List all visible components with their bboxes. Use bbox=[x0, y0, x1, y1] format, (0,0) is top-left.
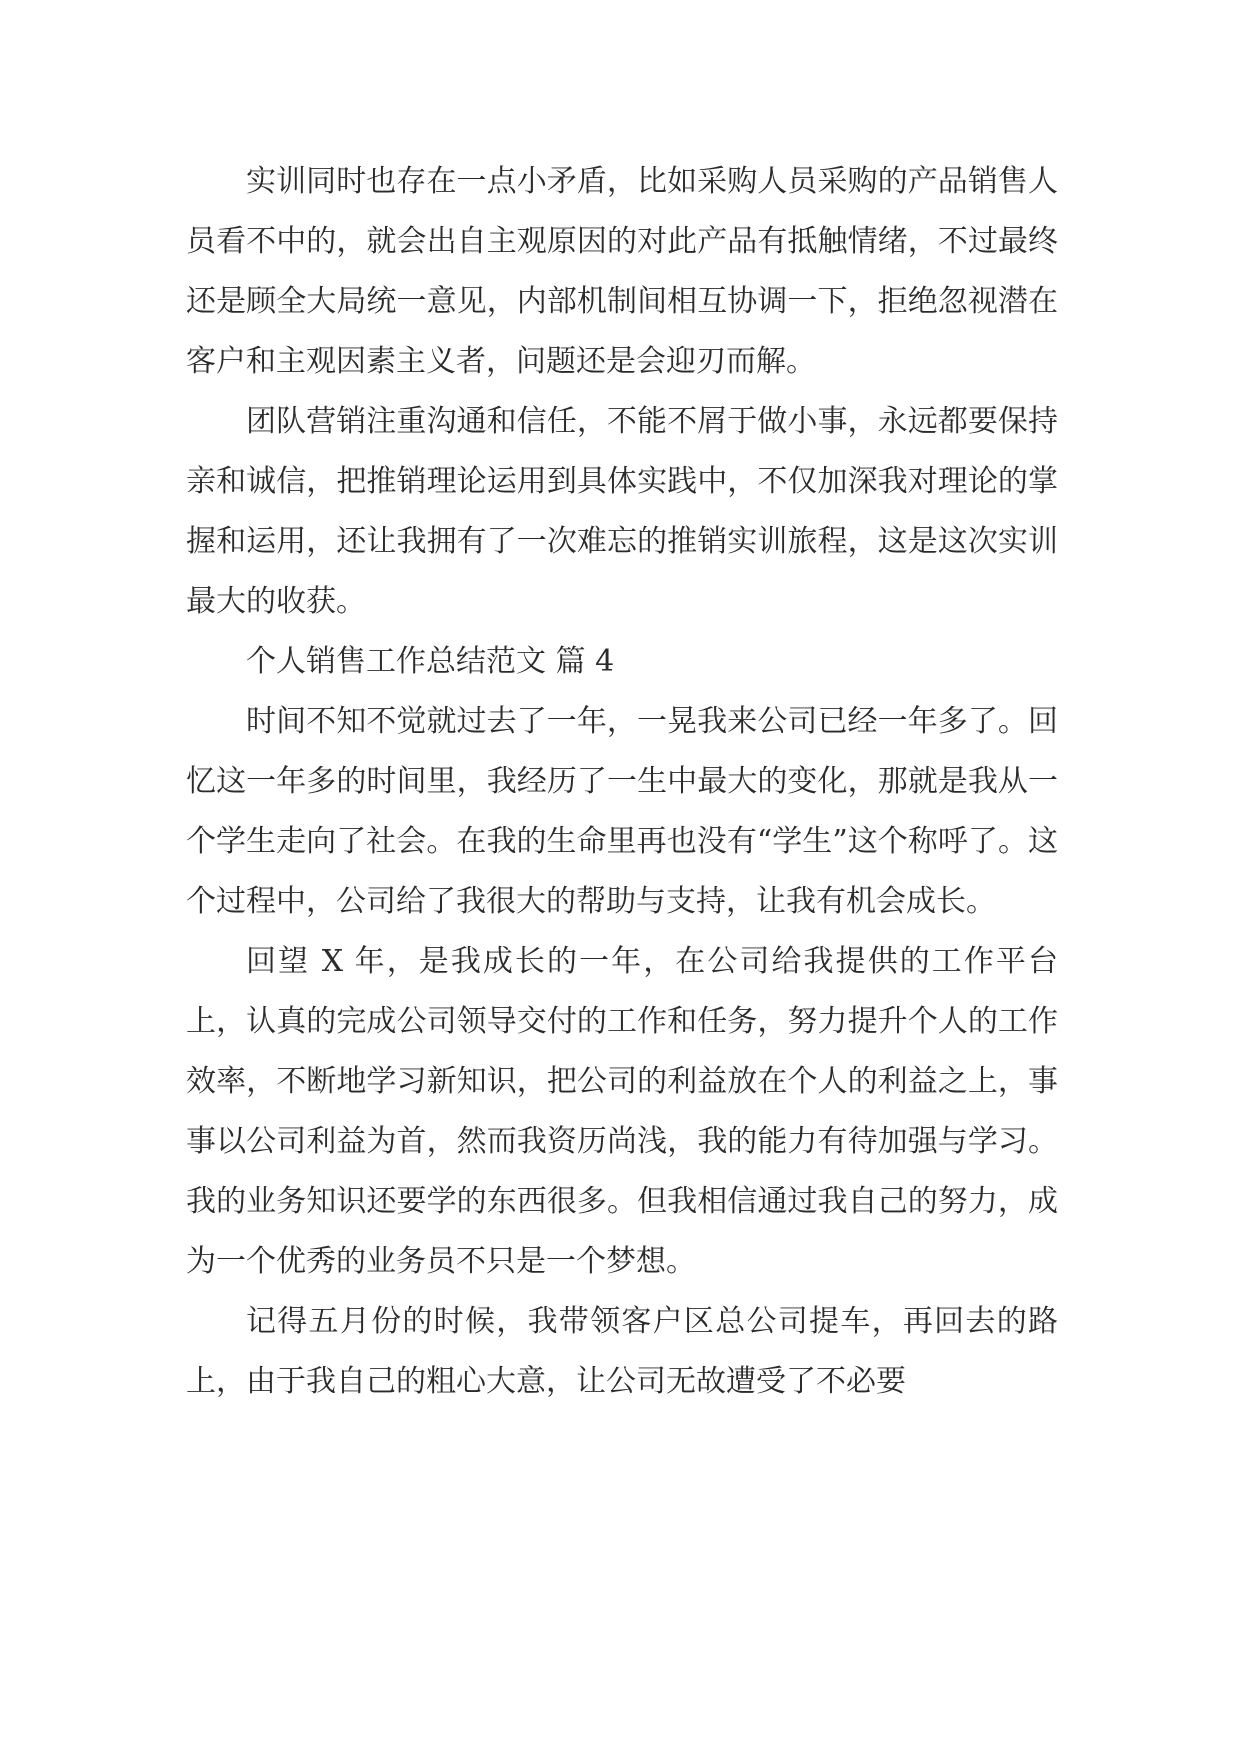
section-heading: 个人销售工作总结范文 篇 4 bbox=[246, 644, 615, 679]
body-paragraph: 时间不知不觉就过去了一年，一晃我来公司已经一年多了。回忆这一年多的时间里，我经历了一生中最大的变化，那就是我从一个学生走向了社会。在我的生命里再也没有“学生”这个称呼了。这个过程中，公司给了我很大的帮助与支持，让我有机会成长。 bbox=[186, 704, 1058, 919]
body-paragraph: 回望 X 年，是我成长的一年，在公司给我提供的工作平台上，认真的完成公司领导交付的工作和任务，努力提升个人的工作效率，不断地学习新知识，把公司的利益放在个人的利益之上，事事以公司利益为首，然而我资历尚浅，我的能力有待加强与学习。我的业务知识还要学的东西很多。但我相信通过我自己的努力，成为一个优秀的业务员不只是一个梦想。 bbox=[186, 944, 1058, 1279]
body-paragraph: 团队营销注重沟通和信任，不能不屑于做小事，永远都要保持亲和诚信，把推销理论运用到具体实践中，不仅加深我对理论的掌握和运用，还让我拥有了一次难忘的推销实训旅程，这是这次实训最大的收获。 bbox=[186, 404, 1058, 619]
body-paragraph: 实训同时也存在一点小矛盾，比如采购人员采购的产品销售人员看不中的，就会出自主观原因的对此产品有抵触情绪，不过最终还是顾全大局统一意见，内部机制间相互协调一下，拒绝忽视潜在客户和主观因素主义者，问题还是会迎刃而解。 bbox=[186, 164, 1058, 379]
body-paragraph: 记得五月份的时候，我带领客户区总公司提车，再回去的路上，由于我自己的粗心大意，让公司无故遭受了不必要 bbox=[186, 1304, 1058, 1399]
document-body bbox=[186, 152, 1058, 1412]
